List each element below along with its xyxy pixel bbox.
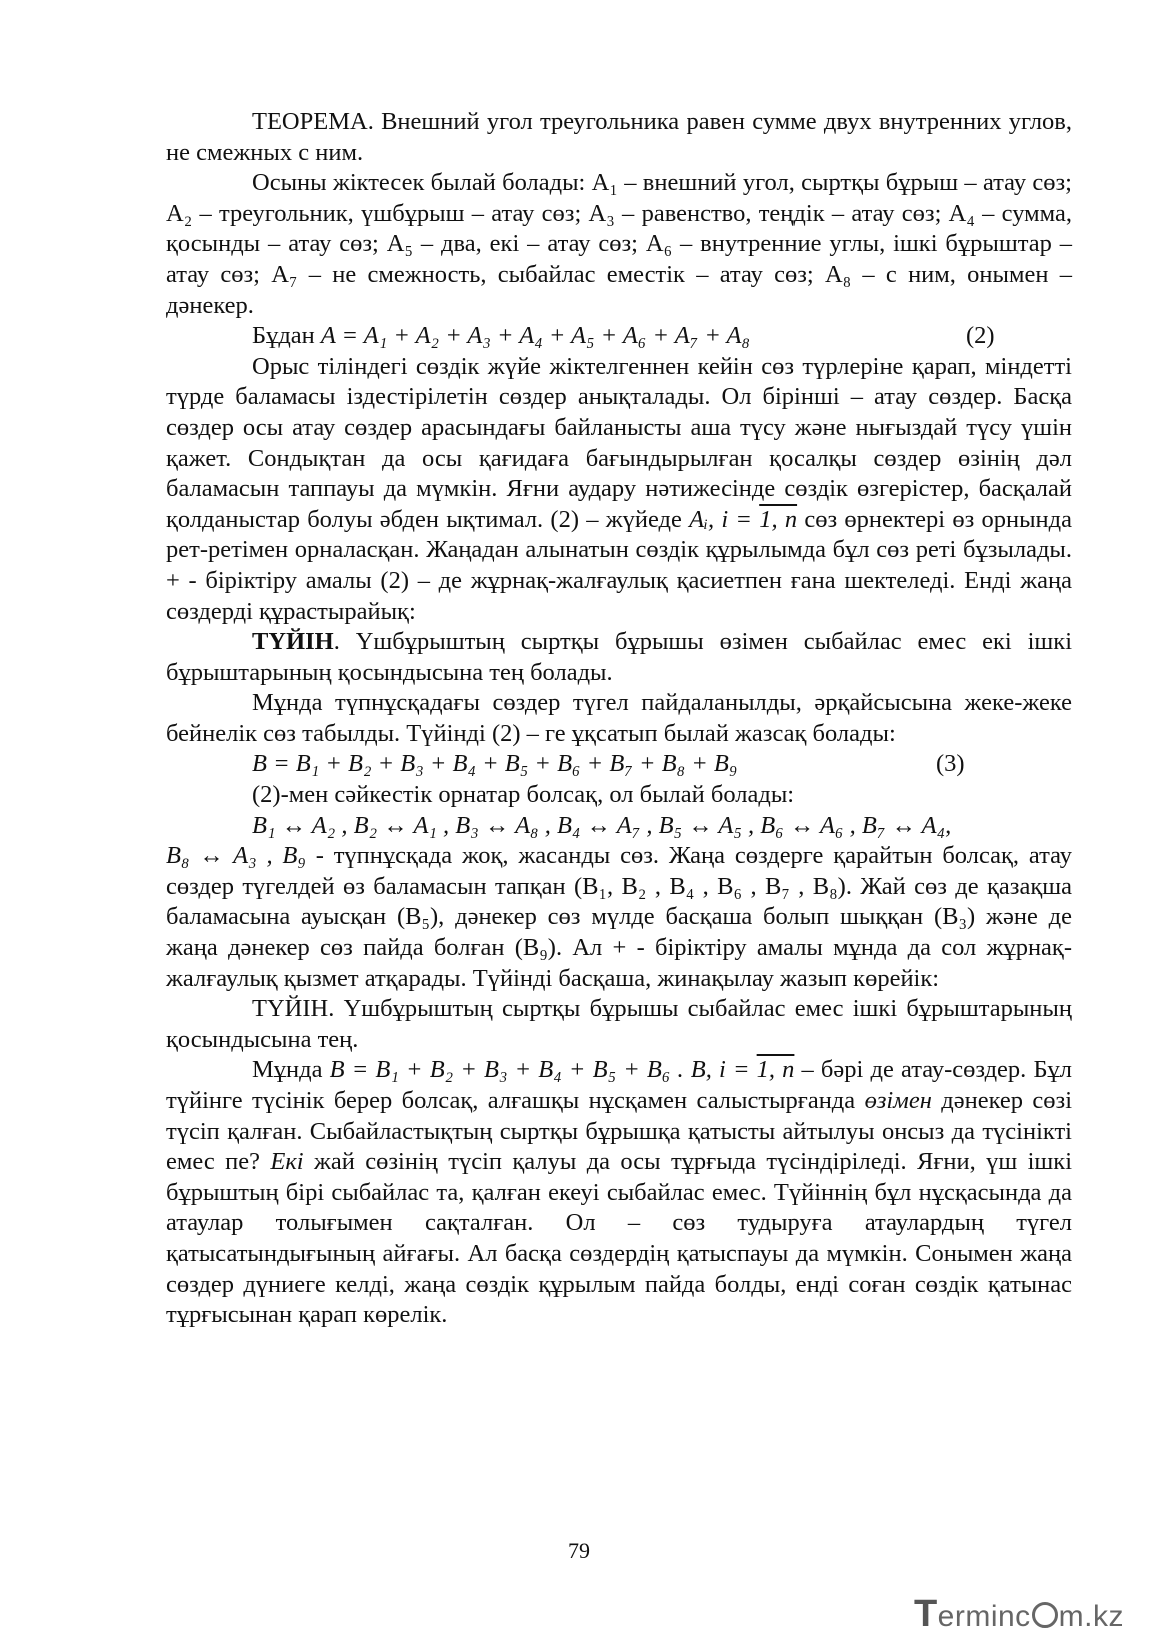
formula-3-expression: B = B₁ + B₂ + B₃ + B₄ + B₅ + B₆ + B₇ + B₈ + B₉	[252, 750, 738, 778]
paragraph-new-words	[166, 841, 1072, 994]
formula-3	[166, 749, 1072, 780]
formula-2-lead: Бұдан	[252, 322, 315, 350]
conclusion-italic-ozimen: өзімен	[864, 1087, 932, 1114]
variable-ai: Aᵢ, i =	[689, 505, 752, 533]
formula-correspondence: B₁ ↔ A₂ , B₂ ↔ A₁ , B₃ ↔ A₈ , B₄ ↔ A₇ , B₅ ↔ A₅ , B₆ ↔ A₆ , B₇ ↔ A₄,	[252, 811, 952, 839]
tuyin-text: . Үшбұрыштың сыртқы бұрышы өзімен сыбайлас емес екі ішкі бұрыштарының қосындысына тең болады.	[166, 628, 1072, 686]
logo-text-b: m.kz	[1058, 1600, 1124, 1633]
formula-2	[166, 321, 1072, 352]
termincom-logo	[914, 1593, 1124, 1636]
page-content	[166, 107, 1072, 1331]
paragraph-breakdown: Осыны жіктесек былай болады: A₁ – внешний угол, сыртқы бұрыш – атау сөз; A₂ – треугольник, үшбұрыш – атау сөз; A₃ – равенство, теңдік – атау сөз; A₄ – сумма, қосынды – атау сөз; A₅ – два, екі – атау сөз; A₆ – внутренние углы, ішкі бұрыштар – атау сөз; A₇ – не смежность, сыбайлас еместік – атау сөз; A₈ – с ним, онымен – дәнекер.	[166, 169, 1072, 319]
conclusion-formula: B = B₁ + B₂ + B₃ + B₄ + B₅ + B₆ . B, i =	[329, 1056, 750, 1084]
paragraph-new-words-text: - түпнұсқада жоқ, жасанды сөз. Жаңа сөздерге қарайтын болсақ, атау сөздер түгелдей өз баламасын тапқан (B₁, B₂ , B₄ , B₆ , B₇ , B₈). Жай сөз де қазақша баламасына ауысқан (B₅), дәнекер сөз мүлде басқаша болып шыққан (B₃) және де жаңа дәнекер сөз пайда болған (B₉). Ал + - біріктіру амалы мұнда да сол жұрнақ-жалғаулық қызмет атқарады. Түйінді басқаша, жинақылау жазып көрейік:	[166, 842, 1072, 992]
paragraph-analysis-a: Орыс тіліндегі сөздік жүйе жіктелгеннен кейін сөз түрлеріне қарап, міндетті түрде баламасы іздестірілетін сөздер анықталады. Ол бірінші – атау сөздер. Басқа сөздер осы атау сөздер арасындағы байланысты аша түсу және нығыздай түсу үшін қажет. Сондықтан да осы қағидаға бағындырылған қосалқы сөздер өзінің дәл баламасын таппауы да мүмкін. Яғни аудару нәтижесінде сөздік өзгерістер, басқалай қолданыстар болуы әбден ықтимал. (2) – жүйеде	[166, 352, 1072, 533]
logo-text-a: ermin	[937, 1600, 1016, 1633]
formula-2-expression: A = A₁ + A₂ + A₃ + A₄ + A₅ + A₆ + A₇ + A₈	[320, 322, 751, 350]
paragraph-theorem: ТЕОРЕМА. Внешний угол треугольника равен сумме двух внутренних углов, не смежных с ним.	[166, 108, 1072, 166]
formula-3-number: (3)	[936, 750, 965, 778]
conclusion-italic-eki: Екі	[270, 1148, 304, 1176]
paragraph-correspondence: (2)-мен сәйкестік орнатар болсақ, ол былай болады:	[252, 781, 795, 809]
logo-t: T	[913, 1593, 938, 1635]
paragraph-tuyin	[166, 627, 1072, 688]
logo-c: c	[1015, 1600, 1031, 1633]
conclusion-end: жай сөзінің түсіп қалуы да осы тұрғыда түсіндіріледі. Яғни, үш ішкі бұрыштың бірі сыбайлас та, қалған екеуі сыбайлас емес. Түйіннің бұл нұсқасында да атаулар толығымен сақталған. Ол – сөз тудыруға атаулардың түгел қатысатындығының айғағы. Ал басқа сөздердің қатыспауы да мүмкін. Сонымен жаңа сөздер дүниеге келді, жаңа сөздік құрылым пайда болды, енді соған сөздік қатынас тұрғысынан қарап көрелік.	[166, 1148, 1073, 1329]
paragraph-conclusion	[166, 1055, 1072, 1330]
paragraph-analysis-b: сөз өрнектері өз орнында рет-ретімен орналасқан. Жаңадан алынатын сөздік құрылымда бұл сөз реті бұзылады. + - біріктіру амалы (2) – де жұрнақ-жалғаулық қасиетпен ғана шектеледі. Енді жаңа сөздерді құрастырайық:	[166, 505, 1073, 625]
conclusion-after: – бәрі де атау-сөздер. Бұл түйінге түсінік берер болсақ, алғашқы нұсқамен салыстырғанда	[166, 1056, 1072, 1114]
conclusion-mid: дәнекер сөзі түсіп қалған. Сыбайластықтың сыртқы бұрышқа қатысты айтылуы онсыз да түсінікті емес пе?	[166, 1087, 1073, 1176]
page-number: 79	[568, 1538, 590, 1563]
tuyin-bold-label: ТҮЙІН	[252, 628, 334, 656]
formula-2-number: (2)	[966, 322, 995, 350]
paragraph-usage: Мұнда түпнұсқадағы сөздер түгел пайдаланылды, әрқайсысына жеке-жеке бейнелік сөз табылды. Түйінді (2) – ге ұқсатып былай жазсақ болады:	[166, 689, 1072, 747]
correspondence-tail: B₈ ↔ A₃ , B₉	[166, 842, 306, 870]
range-1n: 1, n	[759, 505, 798, 533]
paragraph-analysis	[166, 352, 1072, 627]
logo-ring-icon	[1032, 1602, 1058, 1628]
conclusion-lead: Мұнда	[252, 1056, 323, 1084]
paragraph-tuyin-short: ТҮЙІН. Үшбұрыштың сыртқы бұрышы сыбайлас емес ішкі бұрыштарының қосындысына тең.	[166, 995, 1072, 1053]
conclusion-range: 1, n	[756, 1056, 795, 1084]
